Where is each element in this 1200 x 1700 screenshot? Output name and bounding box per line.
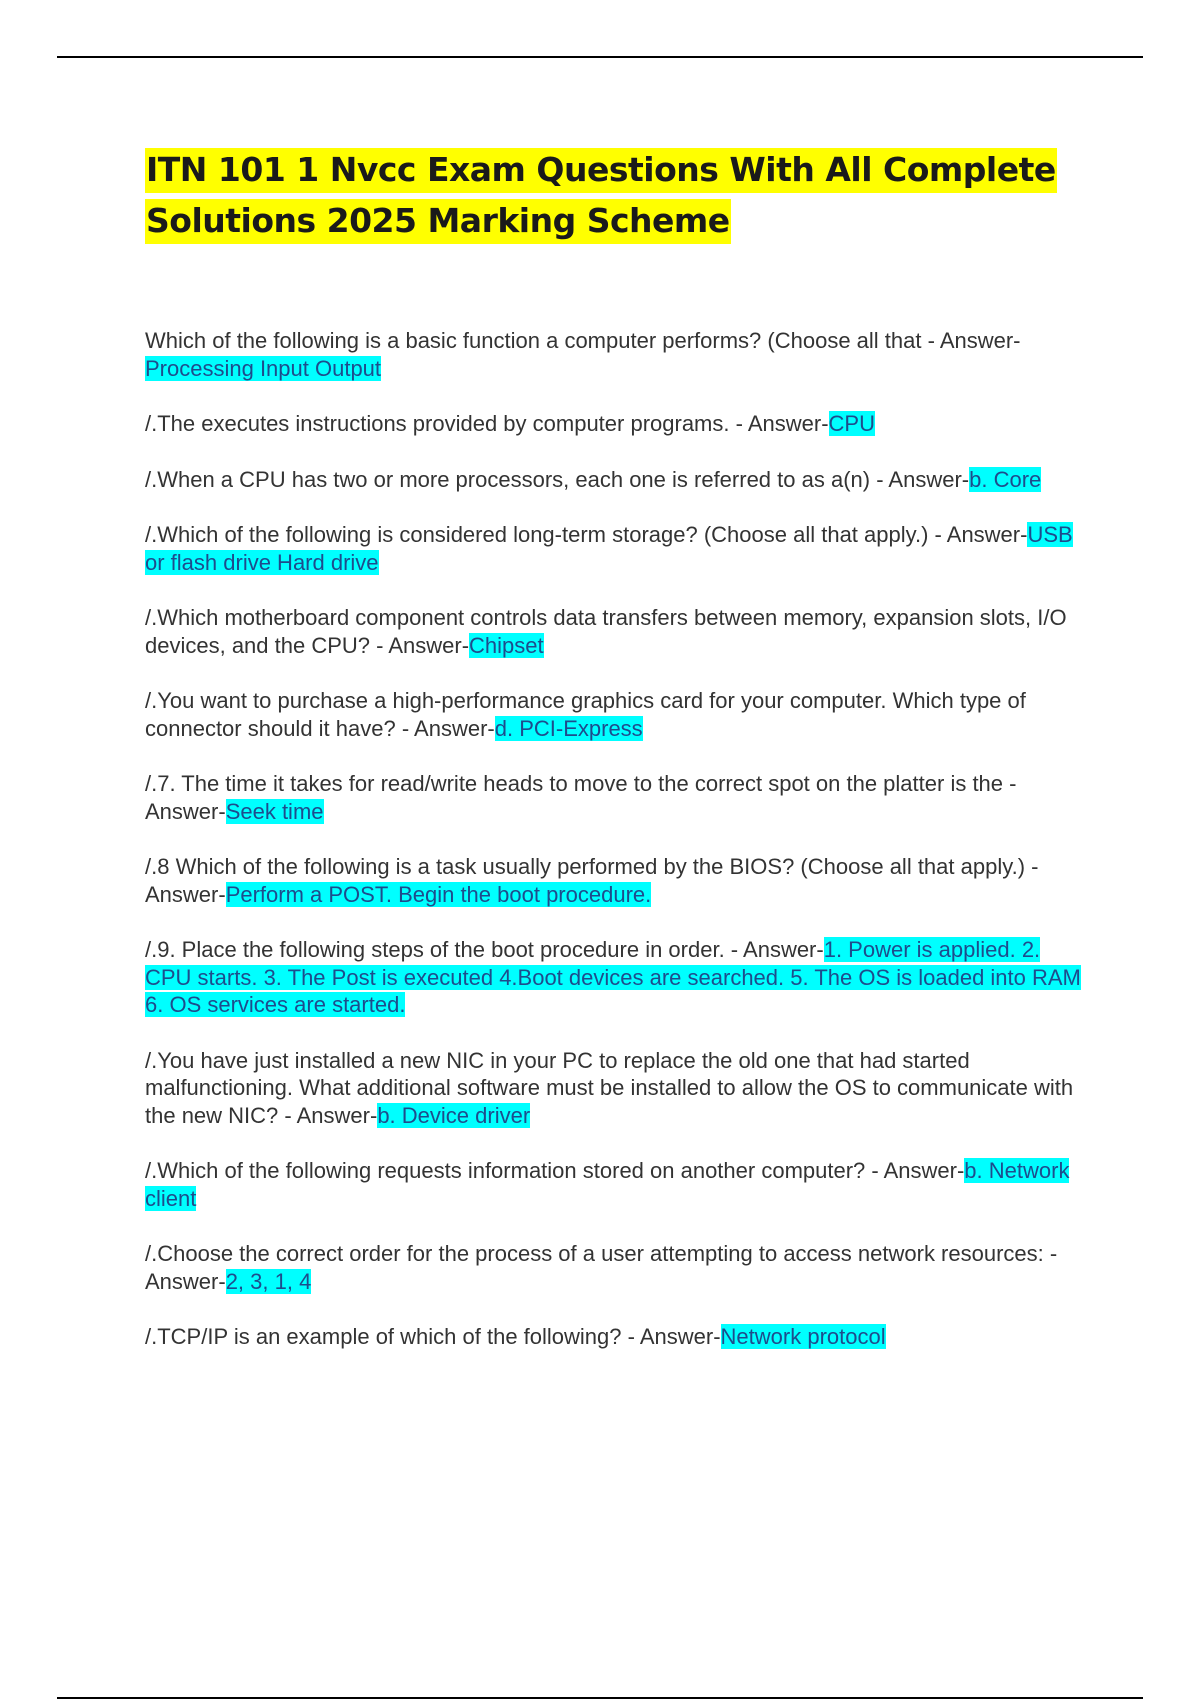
qa-item-11 [145,1157,1085,1212]
qa-item-2 [145,410,1085,438]
qa-item-5 [145,604,1085,659]
question-text: Which of the following is a basic function a computer performs? (Choose all that - Answer- [145,328,1021,353]
qa-item-6 [145,687,1085,742]
question-text: /.8 Which of the following is a task usually performed by the BIOS? (Choose all that apply.) - Answer- [145,854,1039,907]
qa-item-9 [145,936,1085,1019]
answer-highlight: 1. Power is applied. 2. CPU starts. 3. The Post is executed 4.Boot devices are searched. 5. The OS is loaded into RAM 6. OS services are started. [145,937,1081,1017]
answer-highlight: Processing Input Output [145,355,382,381]
answer-highlight: Network protocol [720,1324,886,1349]
question-text: /.When a CPU has two or more processors, each one is referred to as a(n) - Answer- [145,466,970,492]
answer-highlight: Perform a POST. Begin the boot procedure. [225,881,652,907]
qa-item-13 [145,1323,1085,1351]
qa-item-12 [145,1240,1085,1295]
qa-item-10 [145,1047,1085,1130]
answer-highlight: b. Device driver [377,1102,531,1128]
question-text: /.You have just installed a new NIC in your PC to replace the old one that had started malfunctioning. What additional software must be installed to allow the OS to communicate with the new NIC? - Answer- [145,1047,1074,1128]
question-text: /.The executes instructions provided by computer programs. - Answer- [145,411,829,436]
question-text: /.TCP/IP is an example of which of the following? - Answer- [145,1324,721,1349]
answer-highlight: USB or flash drive Hard drive [145,522,1073,575]
answer-highlight: Chipset [469,632,544,658]
qa-item-1 [145,327,1085,382]
answer-highlight: CPU [828,411,875,436]
qa-item-8 [145,853,1085,908]
question-text: /.Choose the correct order for the process of a user attempting to access network resources: - Answer- [145,1241,1058,1294]
qa-item-4 [145,521,1085,576]
question-text: /.9. Place the following steps of the boot procedure in order. - Answer- [145,937,824,962]
document-title-text: ITN 101 1 Nvcc Exam Questions With All Complete Solutions 2025 Marking Scheme [145,148,1057,244]
answer-highlight: b. Network client [145,1158,1070,1211]
question-text: /.7. The time it takes for read/write heads to move to the correct spot on the platter is the - Answer- [145,771,1017,824]
document-title [145,144,1145,246]
qa-item-7 [145,770,1085,825]
answer-highlight: Seek time [225,798,324,824]
qa-item-3 [145,466,1085,494]
answer-highlight: b. Core [969,466,1042,492]
footer-rule [57,1697,1143,1699]
question-text: /.Which motherboard component controls data transfers between memory, expansion slots, I/O devices, and the CPU? - Answer- [145,605,1067,658]
question-text: /.Which of the following requests information stored on another computer? - Answer- [145,1158,965,1183]
answer-highlight: d. PCI-Express [494,715,643,741]
answer-highlight: 2, 3, 1, 4 [225,1268,312,1294]
header-rule [57,56,1143,58]
question-text: /.Which of the following is considered long-term storage? (Choose all that apply.) - Answer- [145,522,1028,547]
question-list [145,327,1085,1379]
question-text: /.You want to purchase a high-performance graphics card for your computer. Which type of connector should it have? - Answer- [145,688,1026,741]
